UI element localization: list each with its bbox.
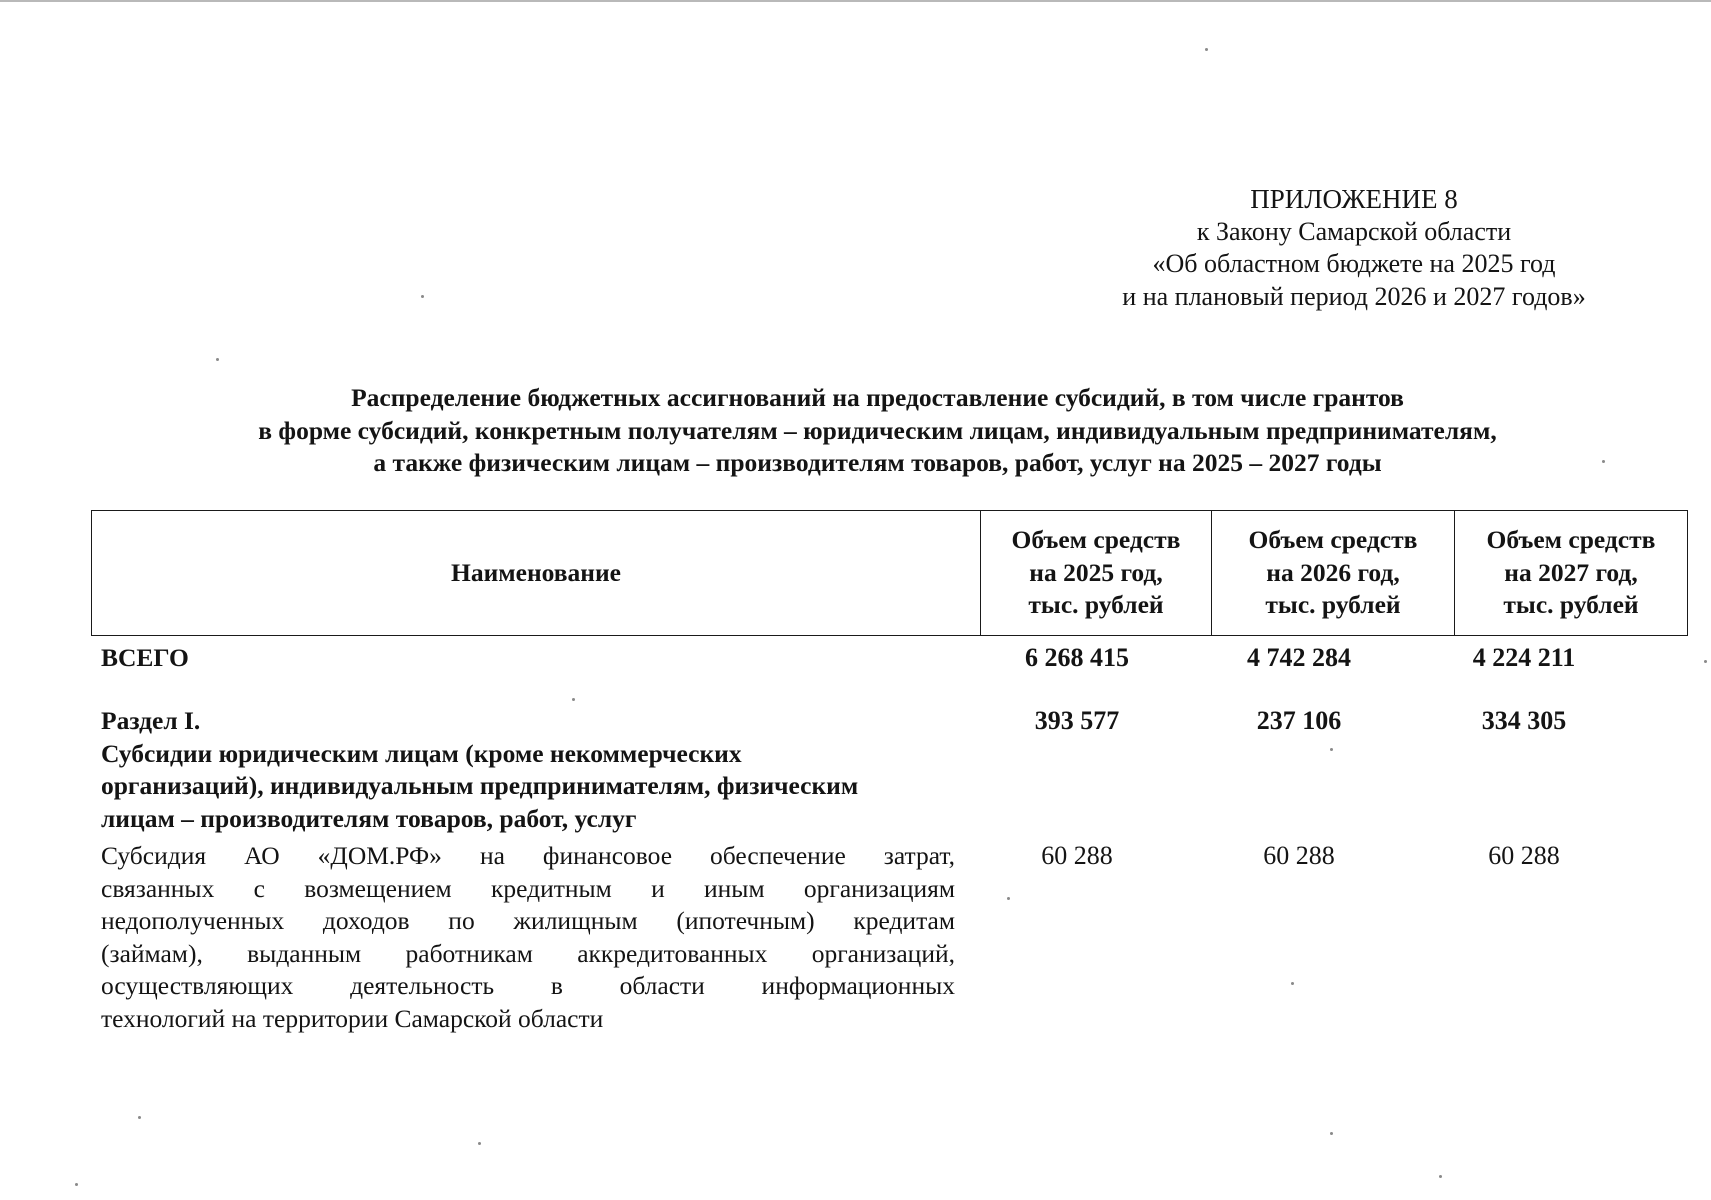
document-title-line-1: Распределение бюджетных ассигнований на предоставление субсидий, в том числе грантов [351, 383, 1404, 412]
header-2026-line-3: тыс. рублей [1265, 590, 1401, 620]
header-2026-line-2: на 2026 год, [1266, 557, 1400, 587]
scan-speck [1602, 460, 1605, 463]
header-2025-line-1: Объем средств [1011, 525, 1181, 555]
row-total-name [101, 642, 955, 675]
row-total-label: ВСЕГО [101, 643, 189, 672]
row-section-1-line-1: Раздел I. [101, 706, 201, 735]
header-name-label: Наименование [451, 557, 621, 587]
scan-top-edge [0, 0, 1711, 2]
header-2027 [1455, 511, 1688, 636]
header-2026 [1212, 511, 1455, 636]
scan-speck [1007, 897, 1010, 900]
row-dom-rf-line-1: Субсидия АО «ДОМ.РФ» на финансовое обеспечение затрат, [101, 841, 955, 870]
appendix-header [1080, 183, 1628, 313]
appendix-period-line: и на плановый период 2026 и 2027 годов» [1122, 281, 1586, 311]
header-2027-line-3: тыс. рублей [1503, 590, 1639, 620]
table-header-row [92, 511, 1688, 636]
row-dom-rf-line-6: технологий на территории Самарской области [101, 1003, 604, 1033]
row-section-1-2026: 237 106 [1256, 706, 1342, 735]
document-title-line-3: а также физическим лицам – производителям товаров, работ, услуг на 2025 – 2027 годы [373, 448, 1382, 477]
document-title-line-2: в форме субсидий, конкретным получателям – юридическим лицам, индивидуальным предпринимателям, [258, 415, 1497, 445]
scan-speck [478, 1142, 481, 1145]
row-dom-rf-name [101, 840, 955, 1035]
row-dom-rf-line-5: осуществляющих деятельность в области информационных [101, 971, 955, 1000]
row-section-1-2025: 393 577 [1034, 706, 1120, 735]
scan-speck [572, 698, 575, 701]
row-dom-rf-line-4: (займам), выданным работникам аккредитованных организаций, [101, 938, 955, 968]
scan-speck [421, 295, 424, 298]
header-2025-line-3: тыс. рублей [1028, 590, 1164, 620]
scan-speck [138, 1116, 141, 1119]
row-total-2026: 4 742 284 [1247, 643, 1351, 672]
scan-speck [1330, 1132, 1333, 1135]
row-total-2025: 6 268 415 [1025, 643, 1129, 672]
row-section-1-line-4: лицам – производителям товаров, работ, услуг [101, 803, 637, 833]
scan-speck [1291, 982, 1294, 985]
scan-speck [1704, 660, 1707, 663]
header-2027-line-2: на 2027 год, [1504, 557, 1638, 587]
header-name [92, 511, 981, 636]
header-2025-line-2: на 2025 год, [1029, 557, 1163, 587]
appendix-law-line: к Закону Самарской области [1196, 216, 1512, 246]
row-section-1-line-3: организаций), индивидуальным предпринимателям, физическим [101, 771, 859, 800]
row-section-1-line-2: Субсидии юридическим лицам (кроме некоммерческих [101, 738, 742, 768]
header-2026-line-1: Объем средств [1248, 525, 1418, 555]
row-dom-rf-2026: 60 288 [1263, 841, 1335, 870]
appendix-budget-line: «Об областном бюджете на 2025 год [1152, 249, 1556, 278]
row-dom-rf-2027: 60 288 [1488, 841, 1560, 870]
row-section-1-2027: 334 305 [1481, 706, 1567, 735]
row-dom-rf-line-2: связанных с возмещением кредитным и иным организациям [101, 873, 955, 903]
header-2027-line-1: Объем средств [1486, 525, 1656, 555]
document-title [90, 382, 1665, 480]
row-total-2027: 4 224 211 [1472, 643, 1576, 672]
appendix-title: ПРИЛОЖЕНИЕ 8 [1250, 184, 1458, 214]
row-dom-rf-2025: 60 288 [1041, 841, 1113, 870]
scan-speck [1205, 48, 1208, 51]
scan-speck [216, 358, 219, 361]
scan-speck [1330, 748, 1333, 751]
row-section-1-name [101, 705, 955, 835]
scan-speck [75, 1183, 78, 1186]
table-header [91, 510, 1688, 636]
row-dom-rf-line-3: недополученных доходов по жилищным (ипотечным) кредитам [101, 906, 955, 935]
scan-speck [1439, 1175, 1442, 1178]
header-2025 [981, 511, 1212, 636]
